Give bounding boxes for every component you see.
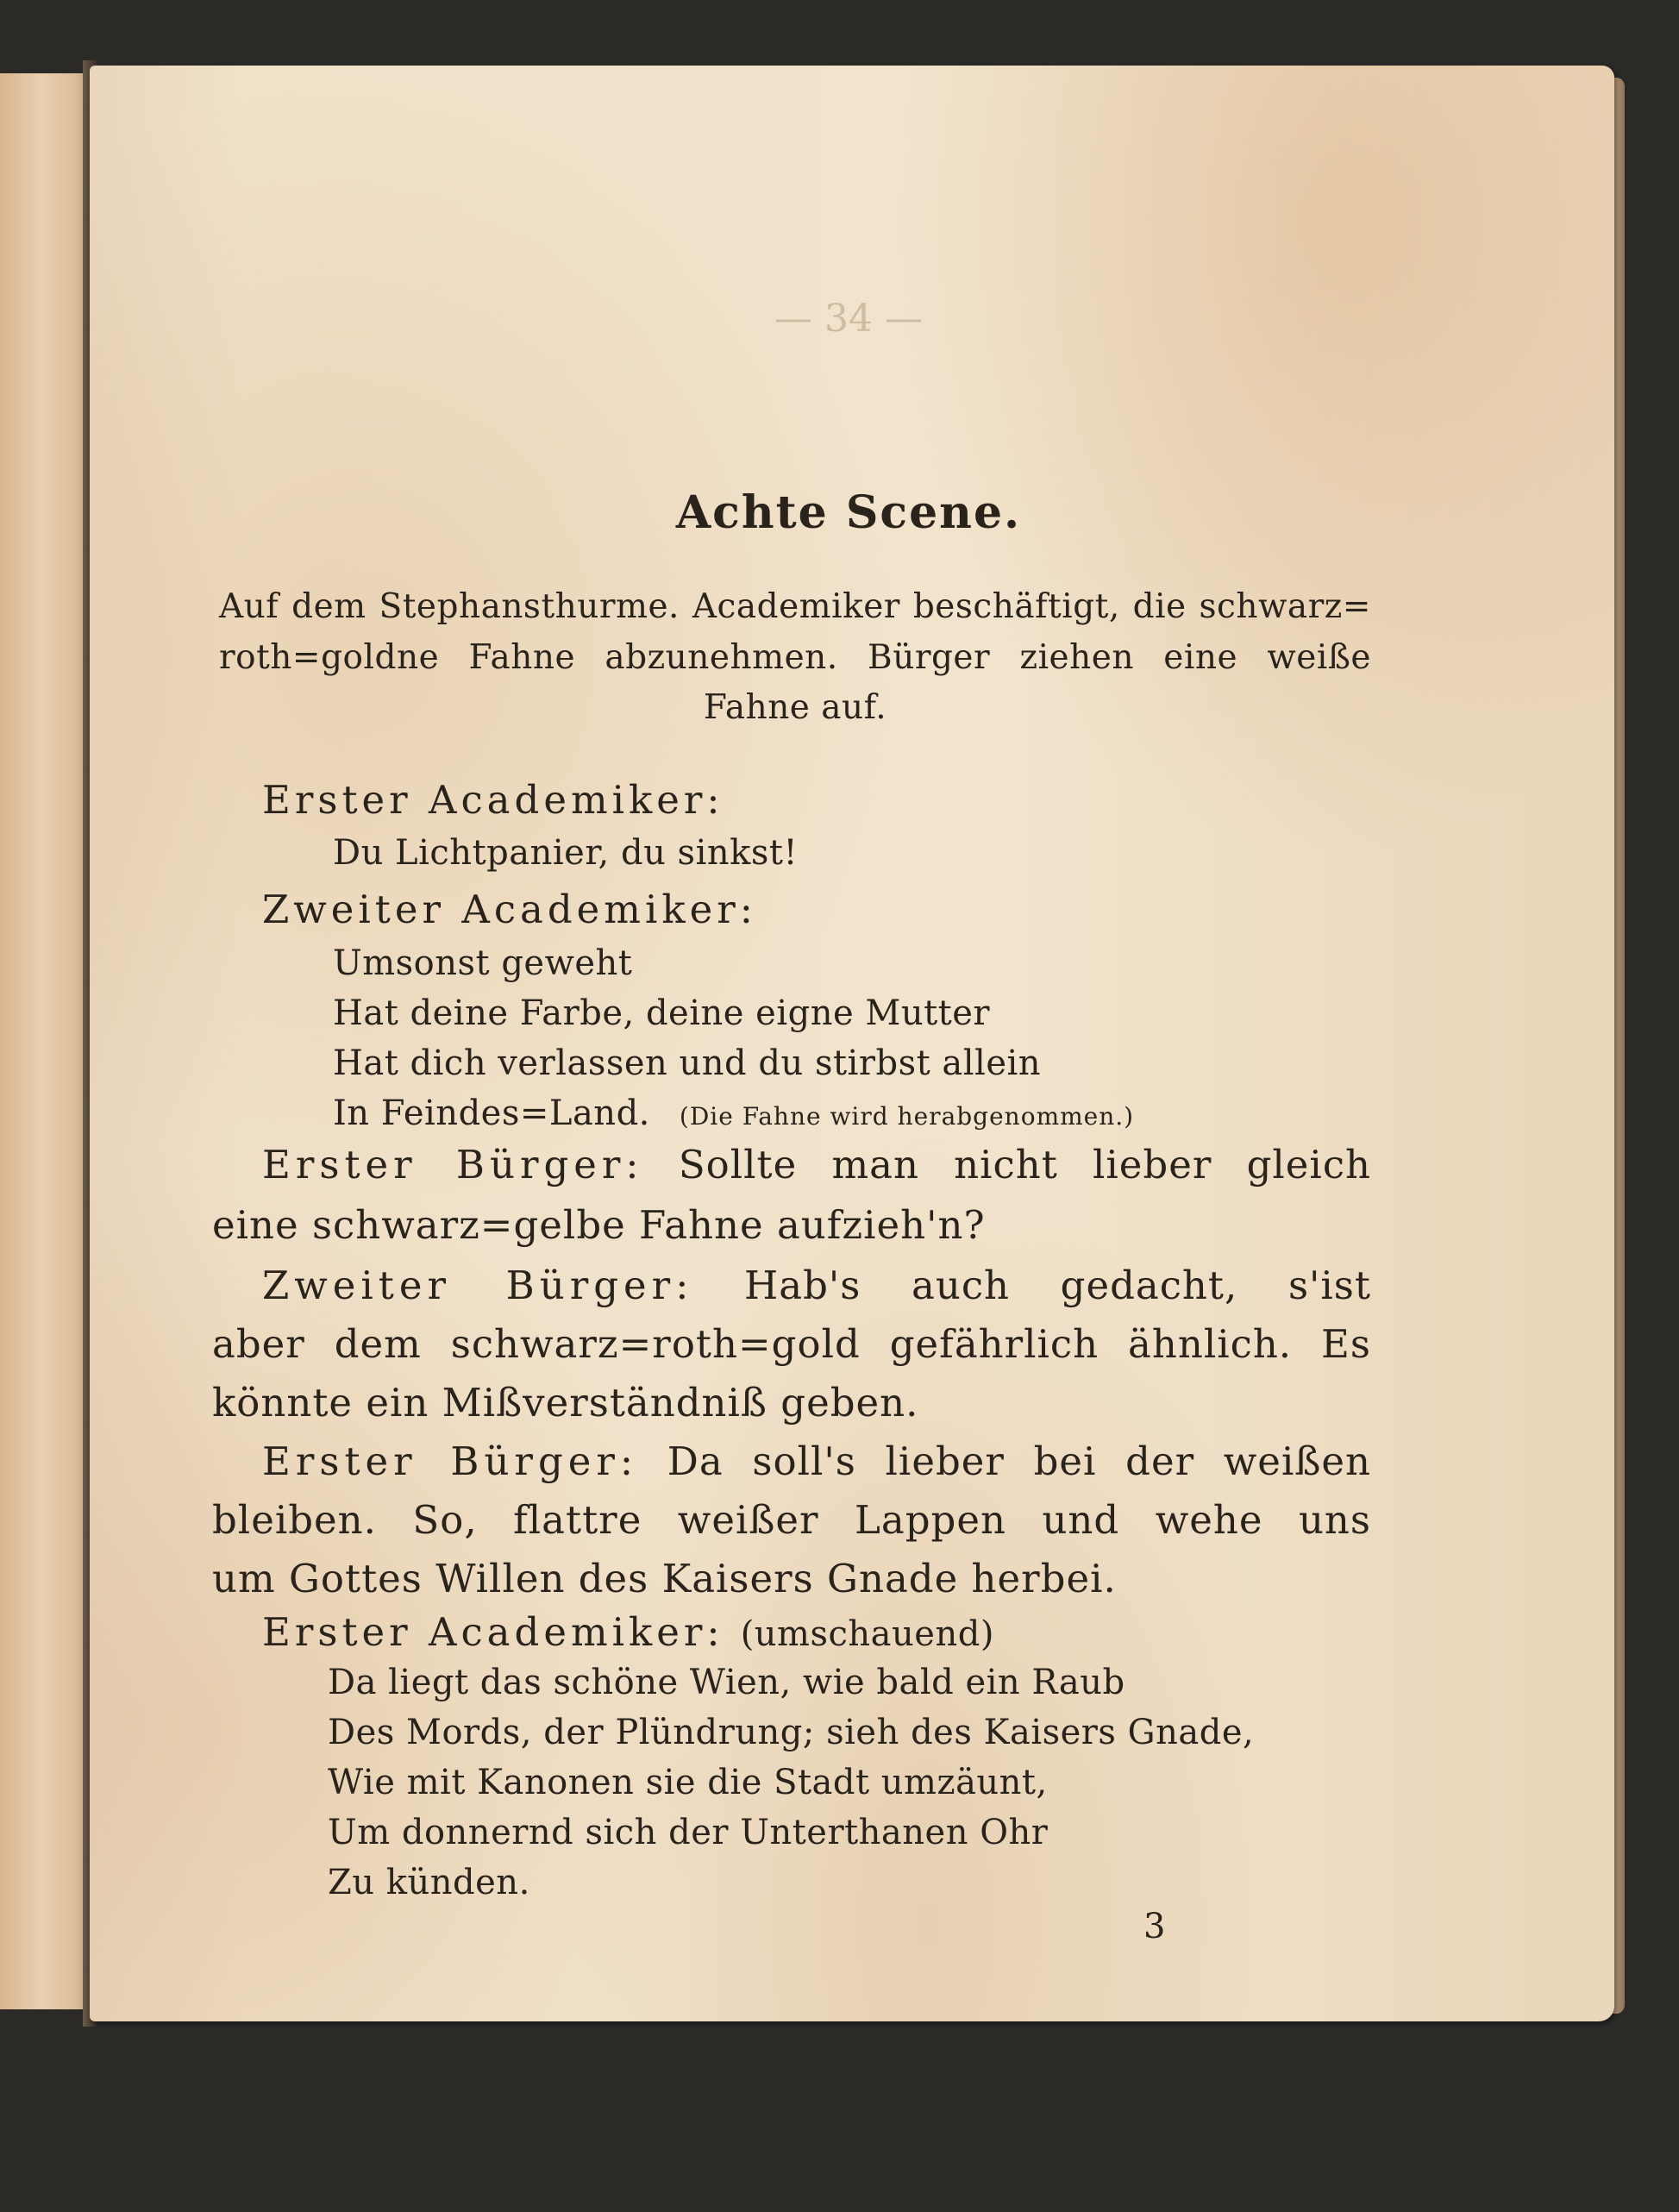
prose-line: könnte ein Mißverständniß geben. [212, 1380, 919, 1426]
prose-line: bleiben. So, flattre weißer Lappen und wehe uns [212, 1497, 1371, 1543]
book-page [90, 66, 1614, 2021]
prose-line-first [262, 1438, 1371, 1484]
verse-line [333, 1093, 1134, 1133]
stage-direction-line: Auf dem Stephansthurme. Academiker beschäftigt, die schwarz= [219, 587, 1371, 626]
prose-line-first [262, 1142, 1371, 1187]
speaker-label: Zweiter Bürger: [262, 1263, 694, 1308]
prose-text: Hab's auch gedacht, s'ist [744, 1263, 1371, 1308]
prose-line: eine schwarz=gelbe Fahne aufzieh'n? [212, 1202, 986, 1248]
speaker-label: Erster Academiker: [262, 777, 724, 823]
stage-note: (Die Fahne wird herabgenommen.) [679, 1102, 1135, 1131]
verse-line: Da liegt das schöne Wien, wie bald ein Raub [328, 1663, 1125, 1702]
verse-line: Du Lichtpanier, du sinkst! [333, 833, 799, 873]
verse-line: Wie mit Kanonen sie die Stadt umzäunt, [328, 1763, 1048, 1802]
scene-title: Achte Scene. [675, 486, 1022, 539]
left-page-edge [0, 73, 93, 2009]
verse-line: Zu künden. [328, 1863, 530, 1902]
verse-line: Des Mords, der Plündrung; sieh des Kaisers Gnade, [328, 1713, 1255, 1752]
speaker-label: Erster Bürger: [262, 1438, 639, 1484]
verse-line: Hat deine Farbe, deine eigne Mutter [333, 993, 991, 1033]
verse-line: Um donnernd sich der Unterthanen Ohr [328, 1813, 1049, 1852]
prose-text: Sollte man nicht lieber gleich [678, 1142, 1372, 1187]
speaker-label: Zweiter Academiker: [262, 887, 757, 932]
speaker-label: Erster Academiker: [262, 1609, 724, 1655]
verse-line: Hat dich verlassen und du stirbst allein [333, 1043, 1042, 1083]
prose-text: Da soll's lieber bei der weißen [667, 1438, 1372, 1484]
prose-line: um Gottes Willen des Kaisers Gnade herbei. [212, 1556, 1117, 1601]
stage-direction-line: roth=goldne Fahne abzunehmen. Bürger ziehen eine weiße [219, 638, 1371, 677]
verse-line: Umsonst geweht [333, 943, 633, 983]
speaker-label: Erster Bürger: [262, 1142, 644, 1187]
speaker-line [262, 1609, 994, 1655]
verse-text: In Feindes=Land. [333, 1093, 650, 1133]
stage-direction: (umschauend) [740, 1614, 994, 1654]
prose-line: aber dem schwarz=roth=gold gefährlich ähnlich. Es [212, 1321, 1371, 1367]
stage-direction-line: Fahne auf. [703, 688, 887, 727]
prose-line-first [262, 1263, 1371, 1308]
signature-mark: 3 [1143, 1907, 1166, 1946]
page-number: — 34 — [774, 297, 923, 341]
